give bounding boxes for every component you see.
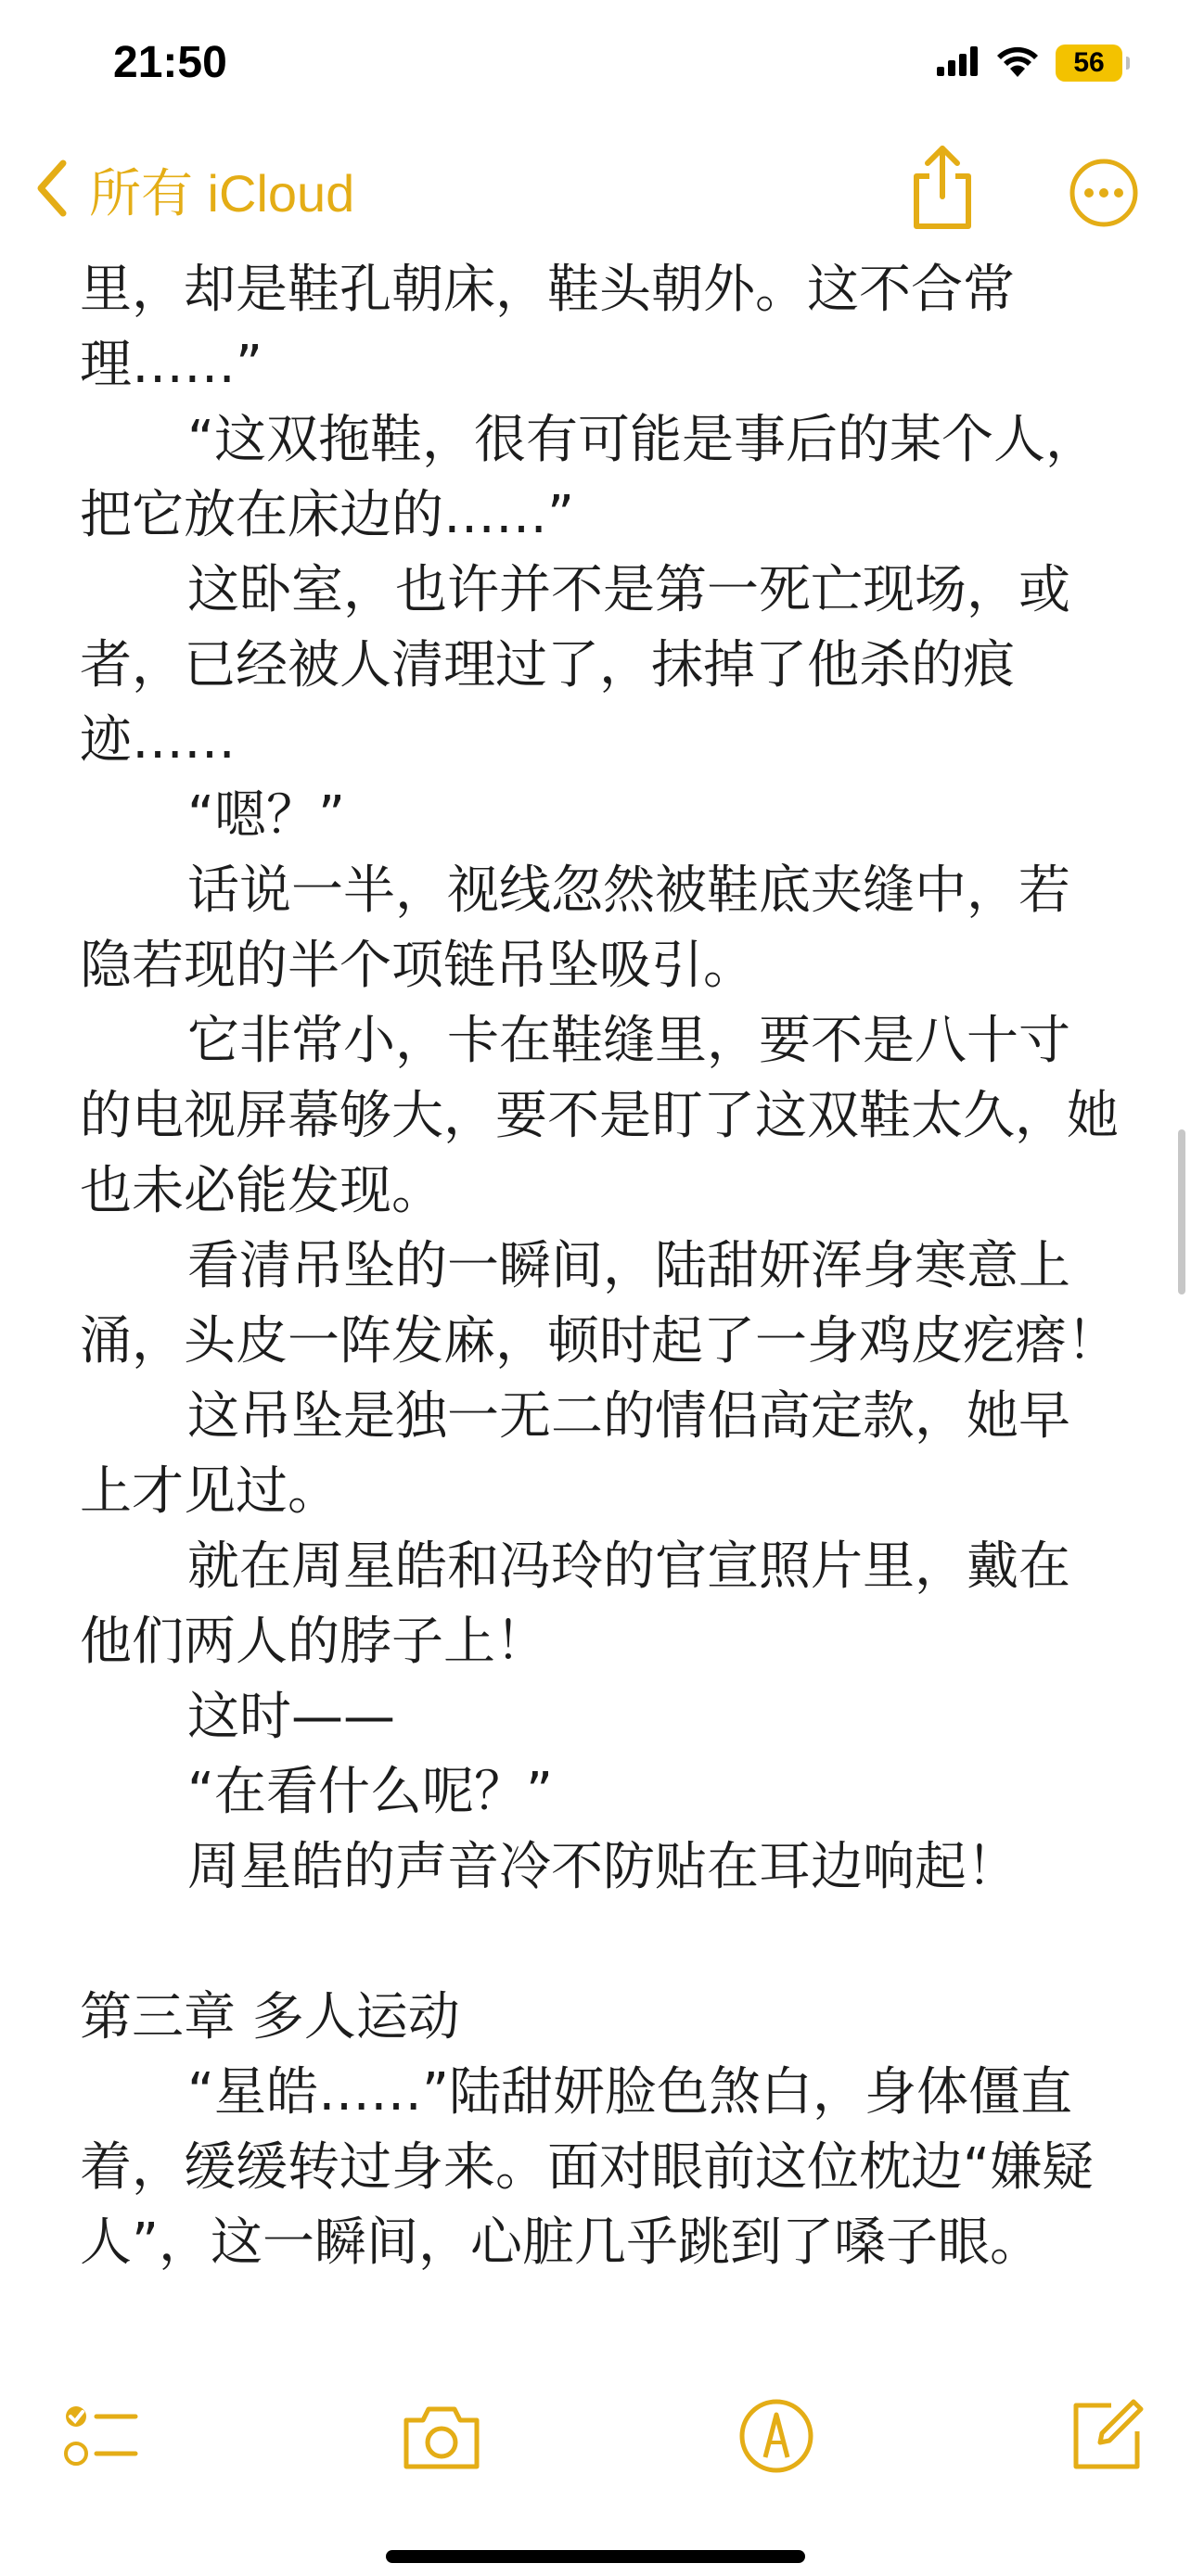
back-button[interactable] bbox=[33, 153, 354, 227]
home-indicator[interactable] bbox=[386, 2550, 805, 2563]
note-paragraph: “嗯？” bbox=[187, 785, 346, 846]
markup-button[interactable] bbox=[736, 2396, 816, 2480]
compose-icon bbox=[1067, 2462, 1146, 2480]
note-paragraph: 这时—— bbox=[187, 1687, 395, 1747]
markup-pen-icon bbox=[736, 2462, 816, 2480]
checklist-icon bbox=[61, 2462, 141, 2480]
share-button[interactable] bbox=[905, 143, 980, 232]
scroll-indicator[interactable] bbox=[1178, 1129, 1185, 1294]
camera-icon bbox=[399, 2462, 484, 2480]
note-paragraph: 它非常小，卡在鞋缝里，要不是八十寸的电视屏幕够大，要不是盯了这双鞋太久，她也未必能发现。 bbox=[80, 1011, 1119, 1221]
checklist-button[interactable] bbox=[61, 2396, 141, 2480]
battery-indicator: 56 bbox=[1056, 45, 1122, 82]
status-icons bbox=[937, 45, 1122, 82]
chapter-heading: 第三章 多人运动 bbox=[80, 1987, 460, 2047]
cellular-signal-icon bbox=[937, 46, 980, 80]
back-button-label: 所有 iCloud bbox=[89, 164, 355, 223]
note-paragraph: “这双拖鞋，很有可能是事后的某个人，把它放在床边的……” bbox=[80, 410, 1098, 545]
note-paragraph: 这吊坠是独一无二的情侣高定款，她早上才见过。 bbox=[80, 1386, 1070, 1522]
note-paragraph: 里，却是鞋孔朝床，鞋头朝外。这不合常理……” bbox=[80, 260, 1015, 395]
camera-button[interactable] bbox=[399, 2396, 484, 2480]
note-paragraph: 周星皓的声音冷不防贴在耳边响起！ bbox=[187, 1837, 1018, 1897]
blank-line bbox=[80, 1905, 1119, 1980]
wifi-icon bbox=[996, 45, 1039, 81]
status-bar bbox=[0, 0, 1191, 130]
chevron-left-icon bbox=[33, 158, 70, 223]
status-time: 21:50 bbox=[113, 38, 227, 87]
share-icon bbox=[905, 218, 980, 236]
note-paragraph: 就在周星皓和冯玲的官宣照片里，戴在他们两人的脖子上！ bbox=[80, 1537, 1070, 1672]
more-button[interactable] bbox=[1069, 158, 1139, 228]
note-paragraph: 话说一半，视线忽然被鞋底夹缝中，若隐若现的半个项链吊坠吸引。 bbox=[80, 861, 1070, 996]
note-paragraph: “在看什么呢？” bbox=[187, 1762, 554, 1822]
note-paragraph: 看清吊坠的一瞬间，陆甜妍浑身寒意上涌，头皮一阵发麻，顿时起了一身鸡皮疙瘩！ bbox=[80, 1236, 1119, 1371]
bottom-toolbar bbox=[0, 2374, 1191, 2576]
note-paragraph: 这卧室，也许并不是第一死亡现场，或者，已经被人清理过了，抹掉了他杀的痕迹…… bbox=[80, 560, 1070, 771]
ellipsis-circle-icon bbox=[1069, 214, 1139, 232]
note-paragraph: “星皓……”陆甜妍脸色煞白，身体僵直着，缓缓转过身来。面对眼前这位枕边“嫌疑人”，这一瞬间，心脏几乎跳到了嗓子眼。 bbox=[80, 2062, 1095, 2273]
compose-button[interactable] bbox=[1067, 2396, 1146, 2480]
navigation-bar bbox=[0, 130, 1191, 250]
note-body[interactable] bbox=[80, 252, 1119, 2280]
